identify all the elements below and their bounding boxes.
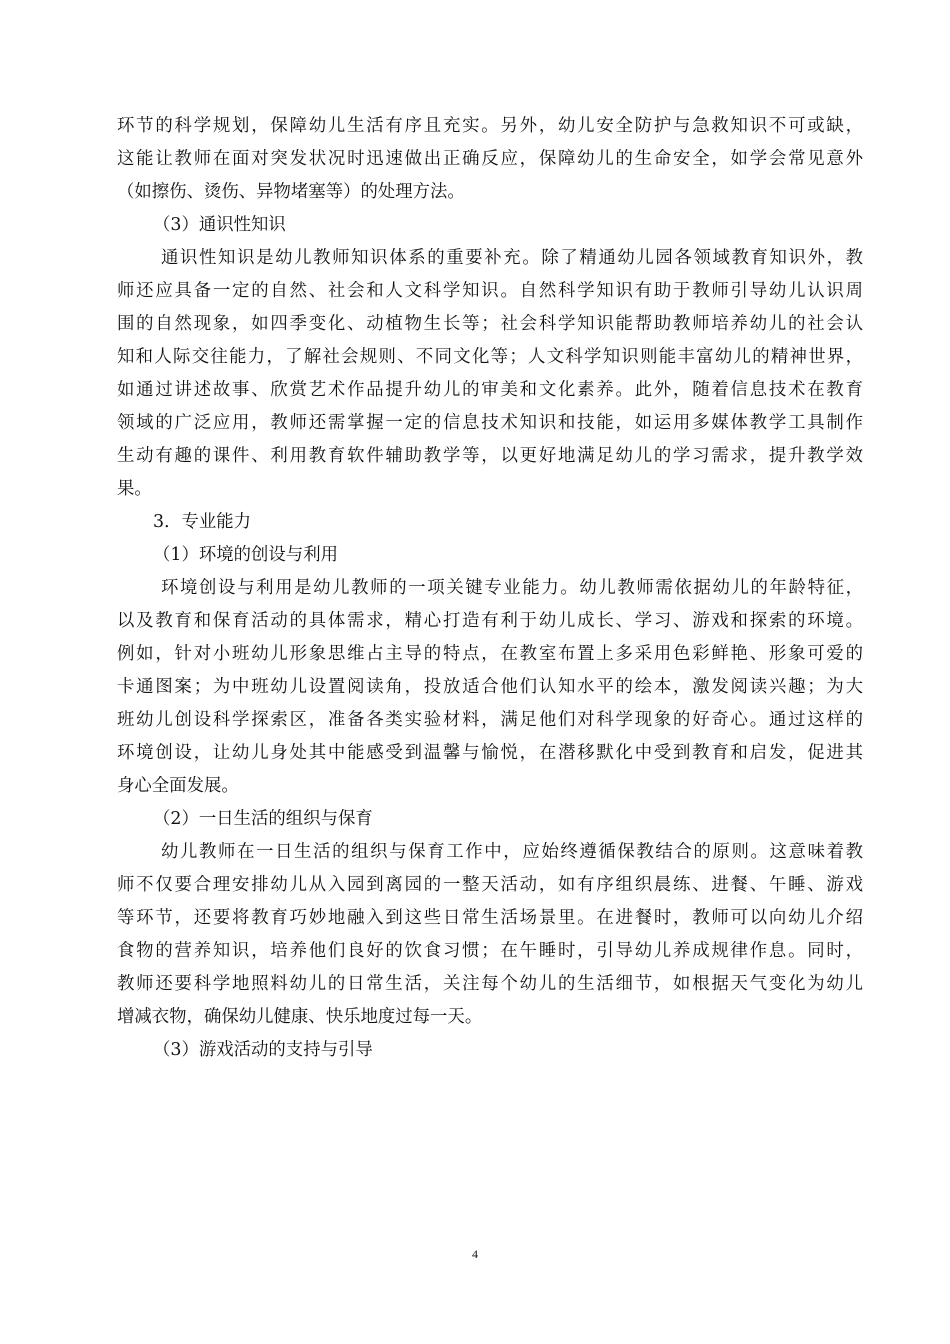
section-heading: （1）环境的创设与利用 — [153, 545, 338, 565]
text-line: （如擦伤、烫伤、异物堵塞等）的处理方法。 — [117, 182, 465, 202]
text-line: 食物的营养知识，培养他们良好的饮食习惯；在午睡时，引导幼儿养成规律作息。同时， — [117, 941, 863, 961]
paragraph-first-line: 幼儿教师在一日生活的组织与保育工作中，应始终遵循保教结合的原则。这意味着教 — [161, 842, 863, 862]
paragraph-first-line: 环境创设与利用是幼儿教师的一项关键专业能力。幼儿教师需依据幼儿的年龄特征， — [161, 578, 863, 598]
section-heading: （3）游戏活动的支持与引导 — [153, 1040, 373, 1060]
text-line: 师还应具备一定的自然、社会和人文科学知识。自然科学知识有助于教师引导幼儿认识周 — [117, 281, 863, 301]
text-line: 如通过讲述故事、欣赏艺术作品提升幼儿的审美和文化素养。此外，随着信息技术在教育 — [117, 380, 863, 400]
text-line: 例如，针对小班幼儿形象思维占主导的特点，在教室布置上多采用色彩鲜艳、形象可爱的 — [117, 644, 863, 664]
text-line: 教师还要科学地照料幼儿的日常生活，关注每个幼儿的生活细节，如根据天气变化为幼儿 — [117, 974, 863, 994]
page-number: 4 — [472, 1247, 478, 1261]
text-line: 等环节，还要将教育巧妙地融入到这些日常生活场景里。在进餐时，教师可以向幼儿介绍 — [117, 908, 863, 928]
text-line: 班幼儿创设科学探索区，准备各类实验材料，满足他们对科学现象的好奇心。通过这样的 — [117, 710, 863, 730]
text-line: 以及教育和保育活动的具体需求，精心打造有利于幼儿成长、学习、游戏和探索的环境。 — [117, 611, 863, 631]
section-number-heading: 3．专业能力 — [153, 512, 252, 532]
text-line: 围的自然现象，如四季变化、动植物生长等；社会科学知识能帮助教师培养幼儿的社会认 — [117, 314, 863, 334]
paragraph-first-line: 通识性知识是幼儿教师知识体系的重要补充。除了精通幼儿园各领域教育知识外，教 — [161, 248, 863, 268]
text-line: 生动有趣的课件、利用教育软件辅助教学等，以更好地满足幼儿的学习需求，提升教学效 — [117, 446, 863, 466]
text-line: 卡通图案；为中班幼儿设置阅读角，投放适合他们认知水平的绘本，激发阅读兴趣；为大 — [117, 677, 863, 697]
text-line: 环节的科学规划，保障幼儿生活有序且充实。另外，幼儿安全防护与急救知识不可或缺， — [117, 116, 863, 136]
text-line: 师不仅要合理安排幼儿从入园到离园的一整天活动，如有序组织晨练、进餐、午睡、游戏 — [117, 875, 863, 895]
section-heading: （3）通识性知识 — [153, 215, 286, 235]
text-line: 果。 — [117, 479, 152, 499]
body-text — [117, 110, 863, 1067]
text-line: 环境创设，让幼儿身处其中能感受到温馨与愉悦，在潜移默化中受到教育和启发，促进其 — [117, 743, 863, 763]
text-line: 增减衣物，确保幼儿健康、快乐地度过每一天。 — [117, 1007, 483, 1027]
section-heading: （2）一日生活的组织与保育 — [153, 809, 373, 829]
text-line: 身心全面发展。 — [117, 776, 239, 796]
text-line: 领域的广泛应用，教师还需掌握一定的信息技术知识和技能，如运用多媒体教学工具制作 — [117, 413, 863, 433]
text-line: 知和人际交往能力，了解社会规则、不同文化等；人文科学知识则能丰富幼儿的精神世界， — [117, 347, 863, 367]
text-line: 这能让教师在面对突发状况时迅速做出正确反应，保障幼儿的生命安全，如学会常见意外 — [117, 149, 863, 169]
